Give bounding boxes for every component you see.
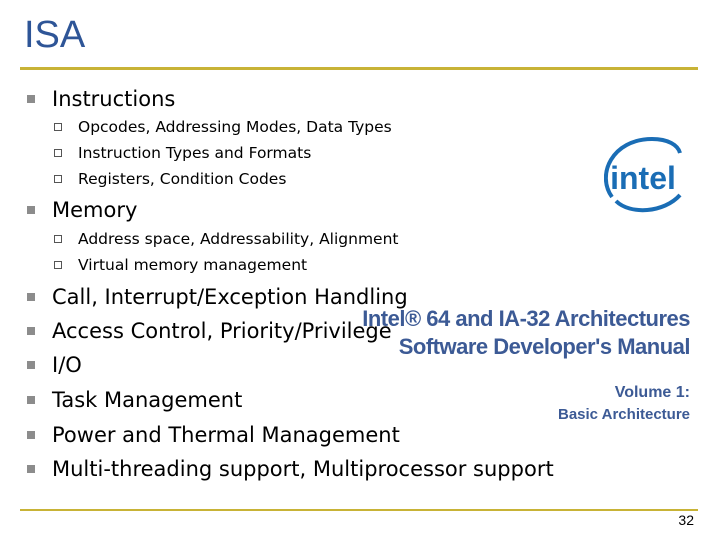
square-bullet-icon: [27, 293, 35, 301]
manual-volume-label: Volume 1:: [614, 384, 690, 401]
sub-bullet-text: Instruction Types and Formats: [78, 144, 312, 162]
intel-logo: [604, 135, 682, 215]
bullet-text: Task Management: [52, 388, 243, 412]
hollow-square-bullet-icon: [54, 261, 62, 269]
manual-cover-image: [362, 302, 692, 432]
bullet-text: Power and Thermal Management: [52, 423, 400, 447]
square-bullet-icon: [27, 95, 35, 103]
bullet-text: I/O: [52, 353, 82, 377]
hollow-square-bullet-icon: [54, 149, 62, 157]
square-bullet-icon: [27, 431, 35, 439]
manual-volume-name: Basic Architecture: [558, 406, 690, 423]
square-bullet-icon: [27, 361, 35, 369]
slide-title: ISA: [24, 14, 86, 56]
manual-title-line: Intel® 64 and IA-32 Architectures: [362, 306, 690, 331]
bullet-text: Access Control, Priority/Privilege: [52, 319, 392, 343]
square-bullet-icon: [27, 396, 35, 404]
bullet-text: Multi-threading support, Multiprocessor support: [52, 457, 554, 481]
intel-wordmark: intel: [610, 160, 676, 196]
hollow-square-bullet-icon: [54, 123, 62, 131]
square-bullet-icon: [27, 327, 35, 335]
bullet-text: Call, Interrupt/Exception Handling: [52, 285, 408, 309]
sub-bullet-text: Registers, Condition Codes: [78, 170, 287, 188]
top-divider: [20, 67, 698, 70]
manual-subtitle-line: Software Developer's Manual: [398, 334, 690, 359]
sub-bullet-text: Virtual memory management: [78, 256, 308, 274]
square-bullet-icon: [27, 206, 35, 214]
page-number: 32: [678, 512, 694, 528]
bullet-text: Instructions: [52, 87, 176, 111]
sub-bullet-text: Opcodes, Addressing Modes, Data Types: [78, 118, 392, 136]
bullet-text: Memory: [52, 198, 138, 222]
square-bullet-icon: [27, 465, 35, 473]
bottom-divider: [20, 509, 698, 511]
hollow-square-bullet-icon: [54, 235, 62, 243]
sub-bullet-text: Address space, Addressability, Alignment: [78, 230, 399, 248]
hollow-square-bullet-icon: [54, 175, 62, 183]
